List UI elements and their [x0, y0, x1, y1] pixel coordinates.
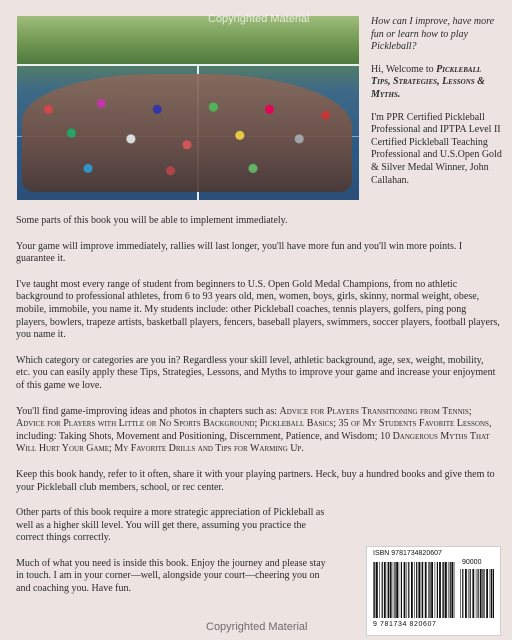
barcode-stripe — [408, 562, 409, 618]
barcode-stripe — [490, 569, 491, 618]
barcode-stripe — [404, 562, 406, 618]
chapter-list-paragraph: You'll find game-improving ideas and photos in chapters such as: Advice for Players Transitioning from Tennis; Advice for Players with Little or No Sports Background; Pickleball Basics; 35 of My Students Favorite Lessons, including: Taking Shots, Movement and Positioning, Discernment, Patience, and Wisdom; 10 Dangerous Myths That Will Hurt Your Game; My Favorite Drills and Tips for Warming Up. — [16, 405, 492, 455]
book-title: Pickleball Tips, Strategies, Lessons & Myths. — [371, 63, 485, 100]
paragraph: Your game will improve immediately, rallies will last longer, you'll have more fun and you'll win more points. I guarantee it. — [16, 240, 463, 265]
watermark-top: Copyrighted Material — [208, 13, 310, 25]
barcode-stripe — [384, 562, 386, 618]
paragraph: Much of what you need is inside this book. Enjoy the journey and please stay in touch. I am in your corner—well, alongside your court—cheering you on and coaching you. Have fun. — [16, 557, 326, 595]
barcode-stripe — [429, 562, 430, 618]
author-bio: I'm PPR Certified Pickleball Professional and IPTPA Level II Certified Pickleball Teaching Professional and U.S.Open Gold & Silver Medal Winner, John Callahan. — [371, 111, 502, 186]
barcode-stripe — [483, 569, 484, 618]
chapter-title: My Favorite Drills and Tips for Warming Up — [114, 443, 302, 455]
barcode-stripe — [388, 562, 389, 618]
barcode-digits: 9 781734 820607 — [373, 621, 437, 628]
barcode-stripe — [437, 562, 438, 618]
barcode-stripe — [460, 569, 461, 618]
barcode-stripe — [431, 562, 433, 618]
barcode-stripe — [421, 562, 422, 618]
barcode-stripe — [376, 562, 378, 618]
barcode-stripe — [442, 562, 443, 618]
barcode-stripe — [387, 562, 388, 618]
barcode-stripe — [435, 562, 436, 618]
paragraph: Some parts of this book you will be able to implement immediately. — [16, 215, 288, 226]
court-line — [17, 64, 359, 66]
barcode-stripe — [450, 562, 451, 618]
barcode-stripe — [443, 562, 444, 618]
chapter-intro: You'll find game-improving ideas and photos in chapters such as: — [16, 405, 278, 417]
barcode-stripe — [425, 562, 427, 618]
barcode-stripe — [439, 562, 441, 618]
barcode-stripe — [401, 562, 402, 618]
barcode-stripe — [390, 562, 392, 618]
barcode-stripe — [396, 562, 398, 618]
paragraph: Other parts of this book require a more strategic appreciation of Pickleball as well as a higher skill level. You will get there, assuming you practice the correct things correctly. — [16, 507, 325, 544]
barcode-stripe — [394, 562, 395, 618]
barcode-stripe — [422, 562, 423, 618]
barcode-stripe — [472, 569, 474, 618]
barcode-stripe — [411, 562, 413, 618]
watermark-bottom: Copyrighted Material — [206, 621, 308, 633]
barcode-stripe — [428, 562, 429, 618]
barcode-stripe — [399, 562, 400, 618]
barcode-stripe — [373, 562, 374, 618]
price-addon: 90000 — [462, 559, 482, 566]
paragraph: Keep this book handy, refer to it often, share it with your playing partners. Heck, buy a hundred books and give them to your Pickleball club members, school, or rec center. — [16, 468, 495, 493]
barcode-stripe — [416, 562, 417, 618]
barcode-stripe — [374, 562, 375, 618]
barcode-stripe — [393, 562, 394, 618]
barcode-stripe — [493, 569, 494, 618]
barcode-stripe — [454, 562, 455, 618]
addon-bars — [460, 569, 494, 618]
barcode-stripe — [379, 562, 380, 618]
barcode-stripe — [418, 562, 420, 618]
barcode-stripe — [462, 569, 463, 618]
barcode-stripe — [476, 569, 477, 618]
intro-question: How can I improve, have more fun or learn how to play Pickleball? — [371, 16, 495, 53]
barcode-stripe — [468, 569, 469, 618]
barcode-stripe — [465, 569, 467, 618]
barcode-stripe — [414, 562, 415, 618]
chapter-title: 10 Dangerous Myths That Will Hurt Your Game — [16, 430, 490, 455]
welcome-prefix: Hi, Welcome to — [371, 63, 434, 75]
chapter-title: 35 of My Students Favorite Lessons — [338, 418, 489, 430]
barcode-stripe — [445, 562, 447, 618]
isbn-barcode — [366, 546, 501, 636]
barcode-stripe — [480, 569, 482, 618]
barcode-stripe — [482, 569, 483, 618]
barcode-stripe — [407, 562, 408, 618]
sidebar-intro — [371, 16, 503, 197]
group-photo — [17, 16, 359, 200]
chapter-detail: , including: Taking Shots, Movement and Positioning, Discernment, Patience, and Wisdom; — [16, 418, 492, 442]
isbn-label: ISBN 9781734820607 — [373, 550, 442, 557]
crowd-of-players — [22, 74, 352, 192]
barcode-stripe — [486, 569, 488, 618]
barcode-stripe — [470, 569, 471, 618]
paragraph: Which category or categories are you in? Regardless your skill level, athletic background, age, sex, weight, mobility, etc. you can easily apply these Tips, Strategies, Lessons, and Myths to improve your game and increase your enjoyment of this game we love. — [16, 354, 496, 391]
chapter-title: Advice for Players Transitioning from Tennis — [279, 405, 469, 417]
chapter-title: Advice for Players with Little or No Sports Background — [16, 418, 255, 430]
barcode-bars — [373, 562, 455, 618]
welcome-line — [371, 64, 503, 102]
barcode-stripe — [448, 562, 449, 618]
paragraph: I've taught most every range of student from beginners to U.S. Open Gold Medal Champions, from no athletic background to professional athletes, from 6 to 93 years old, men, women, boys, girls, skinny, normal weight, obese, mobile, immobile, you name it. My students include: other Pickleball coaches, tennis players, golfers, ping pong players, bowlers, trapeze artists, basketball players, fencers, baseball players, swimmers, soccer players, football players, you name it. — [16, 278, 500, 341]
barcode-stripe — [451, 562, 453, 618]
barcode-stripe — [382, 562, 383, 618]
chapter-title: Pickleball Basics — [259, 418, 334, 430]
barcode-stripe — [478, 569, 479, 618]
barcode-stripe — [491, 569, 492, 618]
